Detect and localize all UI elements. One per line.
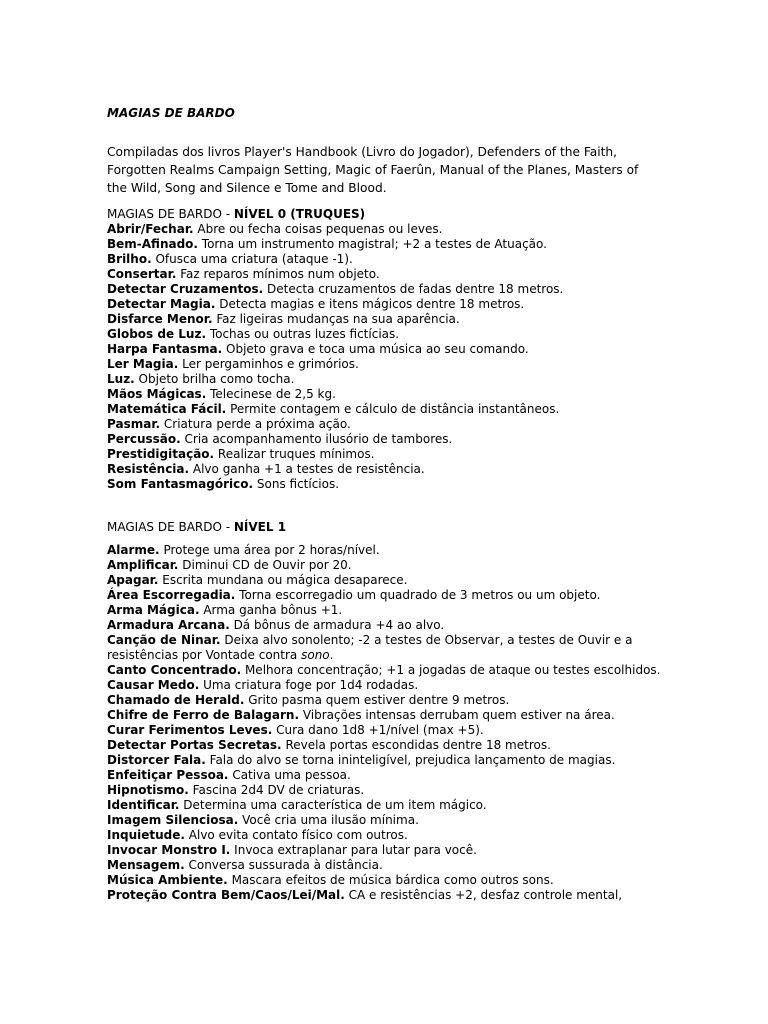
spell-description: Escrita mundana ou mágica desaparece. [158, 573, 408, 587]
spell-entry [107, 357, 662, 372]
spell-description: Invoca extraplanar para lutar para você. [230, 843, 477, 857]
spell-description: Abre ou fecha coisas pequenas ou leves. [193, 222, 443, 236]
spell-name: Resistência. [107, 462, 190, 476]
spell-description: Objeto brilha como tocha. [134, 372, 295, 386]
spell-list [107, 543, 662, 903]
section-heading [107, 207, 662, 222]
spell-description: Torna um instrumento magistral; +2 a testes de Atuação. [197, 237, 547, 251]
spell-description: Criatura perde a próxima ação. [160, 417, 351, 431]
spell-description: Permite contagem e cálculo de distância instantâneos. [226, 402, 560, 416]
spell-name: Som Fantasmagórico. [107, 477, 254, 491]
spell-description: Cativa uma pessoa. [228, 768, 351, 782]
spell-description: Tochas ou outras luzes fictícias. [206, 327, 400, 341]
spell-description: Detecta magias e itens mágicos dentre 18 metros. [215, 297, 525, 311]
spell-entry [107, 738, 662, 753]
spell-entry [107, 462, 662, 477]
spell-description: Mascara efeitos de música bárdica como outros sons. [227, 873, 554, 887]
spell-name: Armadura Arcana. [107, 618, 230, 632]
spell-name: Luz. [107, 372, 135, 386]
document-page [107, 106, 662, 903]
spell-name: Harpa Fantasma. [107, 342, 223, 356]
spell-entry [107, 723, 662, 738]
spell-name: Área Escorregadia. [107, 588, 236, 602]
spell-name: Detectar Cruzamentos. [107, 282, 264, 296]
spell-description: Alvo ganha +1 a testes de resistência. [189, 462, 425, 476]
spell-name: Distorcer Fala. [107, 753, 206, 767]
spell-description: Telecinese de 2,5 kg. [206, 387, 336, 401]
spell-name: Detectar Magia. [107, 297, 216, 311]
section-heading [107, 520, 662, 535]
spell-entry [107, 558, 662, 573]
spell-entry [107, 753, 662, 768]
spell-name: Ler Magia. [107, 357, 179, 371]
spell-entry [107, 843, 662, 858]
spell-description: Fascina 2d4 DV de criaturas. [188, 783, 365, 797]
section-heading-level: NÍVEL 0 (TRUQUES) [233, 207, 366, 221]
spell-entry [107, 402, 662, 417]
spell-name: Proteção Contra Bem/Caos/Lei/Mal. [107, 888, 345, 902]
spell-description: Cria acompanhamento ilusório de tambores. [180, 432, 453, 446]
section-level-0 [107, 207, 662, 492]
spell-entry [107, 888, 662, 903]
spell-name: Curar Ferimentos Leves. [107, 723, 273, 737]
spell-entry [107, 447, 662, 462]
spell-description: Arma ganha bônus +1. [199, 603, 343, 617]
spell-entry [107, 813, 662, 828]
spell-description: Vibrações intensas derrubam quem estiver na área. [299, 708, 615, 722]
document-intro: Compiladas dos livros Player's Handbook (Livro do Jogador), Defenders of the Faith, Forgotten Realms Campaign Setting, Magic of Faerûn, Manual of the Planes, Masters of the Wild, Song and Silence e Tome and Blood. [107, 145, 639, 195]
spell-description: Ler pergaminhos e grimórios. [178, 357, 359, 371]
spell-name: Enfeitiçar Pessoa. [107, 768, 229, 782]
spell-name: Hipnotismo. [107, 783, 189, 797]
spell-name: Disfarce Menor. [107, 312, 213, 326]
spell-name: Imagem Silenciosa. [107, 813, 239, 827]
spell-name: Canção de Ninar. [107, 633, 221, 647]
spell-entry [107, 708, 662, 723]
spell-entry [107, 477, 662, 492]
spell-name: Chifre de Ferro de Balagarn. [107, 708, 299, 722]
spell-name: Prestidigitação. [107, 447, 215, 461]
spell-entry [107, 768, 662, 783]
spell-description: Fala do alvo se torna ininteligível, prejudica lançamento de magias. [205, 753, 616, 767]
spell-entry [107, 588, 662, 603]
spell-name: Detectar Portas Secretas. [107, 738, 282, 752]
spell-entry [107, 798, 662, 813]
spell-name: Percussão. [107, 432, 181, 446]
spell-name: Globos de Luz. [107, 327, 206, 341]
spell-description: Deixa alvo sonolento; -2 a testes de Observar, a testes de Ouvir e a resistências por Vontade contra [107, 633, 633, 662]
spell-entry [107, 417, 662, 432]
spell-entry [107, 543, 662, 558]
spell-name: Causar Medo. [107, 678, 200, 692]
spell-description: Determina uma característica de um item mágico. [179, 798, 487, 812]
spell-description: Realizar truques mínimos. [214, 447, 375, 461]
spell-entry [107, 327, 662, 342]
spell-description: Objeto grava e toca uma música ao seu comando. [222, 342, 529, 356]
spell-name: Apagar. [107, 573, 159, 587]
spell-name: Consertar. [107, 267, 177, 281]
spell-description: Alvo evita contato físico com outros. [184, 828, 408, 842]
spell-description: Faz reparos mínimos num objeto. [176, 267, 380, 281]
spell-description: Torna escorregadio um quadrado de 3 metros ou um objeto. [235, 588, 601, 602]
spell-entry [107, 222, 662, 237]
spell-name: Invocar Monstro I. [107, 843, 231, 857]
spell-entry [107, 297, 662, 312]
spell-entry [107, 237, 662, 252]
spell-name: Canto Concentrado. [107, 663, 242, 677]
spell-description: Conversa sussurada à distância. [184, 858, 383, 872]
document-title: MAGIAS DE BARDO [107, 106, 235, 120]
spell-description: Cura dano 1d8 +1/nível (max +5). [272, 723, 484, 737]
spell-entry [107, 618, 662, 633]
spell-entry [107, 633, 662, 663]
spell-name: Amplificar. [107, 558, 179, 572]
section-heading-prefix: MAGIAS DE BARDO - [107, 520, 234, 534]
spell-description: Grito pasma quem estiver dentre 9 metros. [244, 693, 510, 707]
spell-description: Diminui CD de Ouvir por 20. [178, 558, 352, 572]
spell-entry [107, 282, 662, 297]
spell-name: Abrir/Fechar. [107, 222, 194, 236]
spell-entry [107, 312, 662, 327]
spell-description: Você cria uma ilusão mínima. [238, 813, 419, 827]
spell-entry [107, 342, 662, 357]
spell-entry [107, 873, 662, 888]
spell-name: Mensagem. [107, 858, 185, 872]
spell-description: Sons fictícios. [253, 477, 340, 491]
section-heading-level: NÍVEL 1 [233, 520, 287, 534]
spell-name: Música Ambiente. [107, 873, 228, 887]
spell-name: Brilho. [107, 252, 152, 266]
spell-description: Uma criatura foge por 1d4 rodadas. [199, 678, 419, 692]
spell-entry [107, 663, 662, 678]
spell-description: CA e resistências +2, desfaz controle mental, [344, 888, 623, 902]
spell-entry [107, 603, 662, 618]
spell-name: Inquietude. [107, 828, 185, 842]
spell-description: Detecta cruzamentos de fadas dentre 18 metros. [263, 282, 564, 296]
spell-name: Matemática Fácil. [107, 402, 227, 416]
spell-description: Dá bônus de armadura +4 ao alvo. [229, 618, 445, 632]
spell-entry [107, 252, 662, 267]
spell-description: Revela portas escondidas dentre 18 metros. [281, 738, 551, 752]
spell-name: Bem-Afinado. [107, 237, 198, 251]
spell-name: Alarme. [107, 543, 160, 557]
spell-entry [107, 783, 662, 798]
spell-description: Protege uma área por 2 horas/nível. [159, 543, 380, 557]
spell-list [107, 222, 662, 492]
section-level-1 [107, 520, 662, 903]
spell-name: Mãos Mágicas. [107, 387, 207, 401]
spell-entry [107, 387, 662, 402]
spell-description: Ofusca uma criatura (ataque -1). [151, 252, 353, 266]
spell-description-end: . [329, 648, 334, 662]
spell-entry [107, 372, 662, 387]
spell-description: Melhora concentração; +1 a jogadas de ataque ou testes escolhidos. [241, 663, 661, 677]
spell-entry [107, 678, 662, 693]
spell-description: Faz ligeiras mudanças na sua aparência. [212, 312, 460, 326]
spell-name: Pasmar. [107, 417, 161, 431]
spell-entry [107, 432, 662, 447]
spell-name: Chamado de Herald. [107, 693, 245, 707]
section-heading-prefix: MAGIAS DE BARDO - [107, 207, 234, 221]
spell-name: Identificar. [107, 798, 180, 812]
spell-description-emphasis: sono [301, 648, 330, 662]
spell-entry [107, 267, 662, 282]
spell-entry [107, 573, 662, 588]
spell-entry [107, 828, 662, 843]
spell-name: Arma Mágica. [107, 603, 200, 617]
spell-entry [107, 858, 662, 873]
spell-entry [107, 693, 662, 708]
